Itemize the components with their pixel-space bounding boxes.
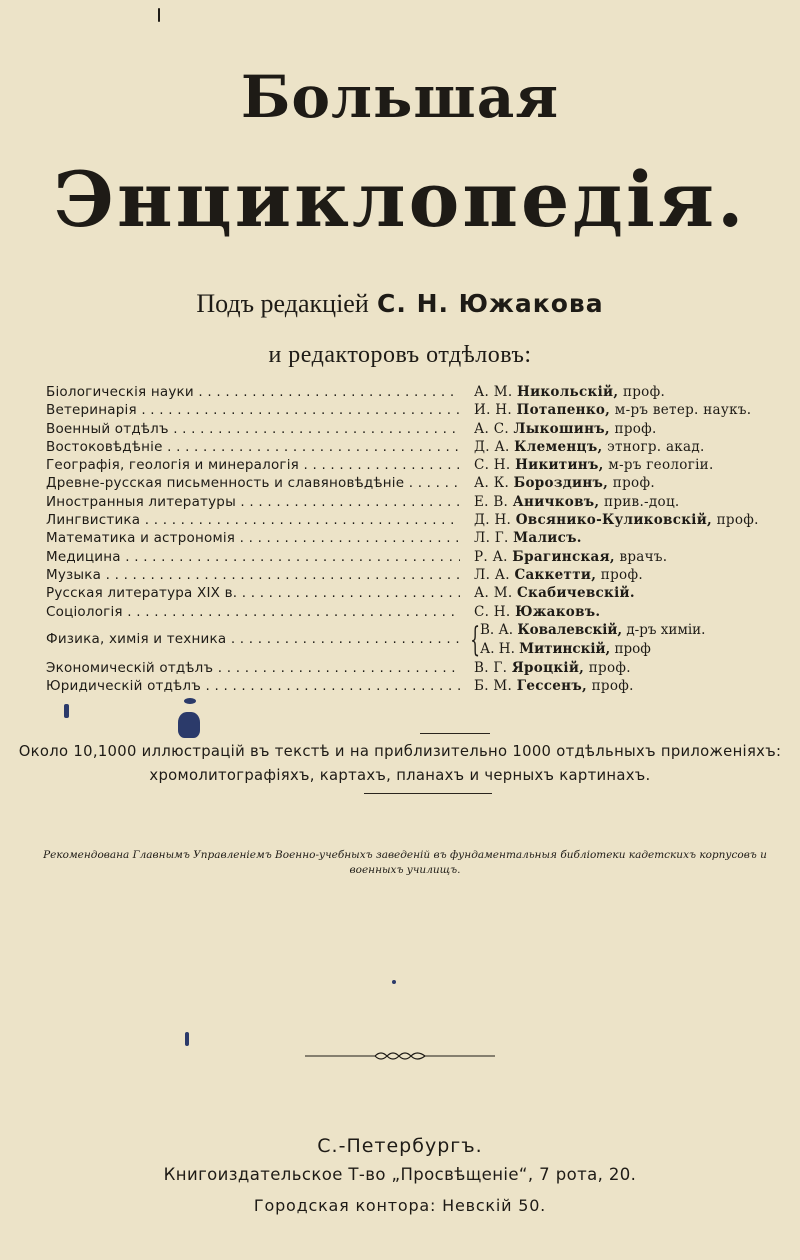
department-editor xyxy=(474,511,759,529)
ornament-icon xyxy=(305,1048,495,1064)
department-row xyxy=(46,383,786,401)
department-editor xyxy=(480,640,705,659)
chief-editor-line xyxy=(0,286,800,322)
editor-title: д-ръ химіи. xyxy=(626,622,706,639)
editor-initials: А. К. xyxy=(474,475,510,492)
department-editor-pair xyxy=(480,621,705,658)
department-section: Юридическій отдѣлъ . . . xyxy=(46,677,460,695)
editor-initials: Р. А. xyxy=(474,548,508,565)
imprint-office: Городская контора: Невскій 50. xyxy=(253,1196,547,1215)
department-row xyxy=(46,511,786,529)
editor-initials: Л. Г. xyxy=(474,530,509,547)
sub-editors-heading: и редакторовъ отдѣловъ: xyxy=(268,342,532,368)
editor-initials: Л. А. xyxy=(474,566,510,583)
ink-mark xyxy=(185,1032,189,1046)
department-row xyxy=(46,603,786,621)
editor-name: Никитинъ, xyxy=(515,457,604,474)
editor-initials: Д. Н. xyxy=(474,512,512,529)
editor-name: Потапенко, xyxy=(516,402,611,419)
department-section: Музыка . . . xyxy=(46,566,460,584)
department-section: Экономическій отдѣлъ . . . xyxy=(46,659,460,677)
department-row xyxy=(46,566,786,584)
department-row xyxy=(46,584,786,602)
editor-title: прив.-доц. xyxy=(604,493,680,510)
ink-mark xyxy=(158,8,160,22)
editor-name: Бороздинъ, xyxy=(513,475,609,492)
editor-name: Митинскій, xyxy=(519,640,611,657)
department-editor xyxy=(474,603,600,621)
departments-list xyxy=(46,383,786,695)
editor-name: Никольскій, xyxy=(517,384,619,400)
department-section: Ветеринарія . . . xyxy=(46,401,460,419)
editor-initials: Б. М. xyxy=(474,678,513,695)
department-editor xyxy=(474,401,751,419)
editor-initials: С. Н. xyxy=(474,457,511,474)
department-section: Русская литература XIX в. . . . xyxy=(46,584,460,602)
department-row xyxy=(46,401,786,419)
editor-initials: С. Н. xyxy=(474,603,511,620)
department-editor xyxy=(474,584,635,602)
imprint-publisher: Книгоиздательское Т-во „Просвѣщеніе“, 7 рота, 20. xyxy=(163,1165,637,1184)
editor-title: проф. xyxy=(600,566,643,583)
ornament-divider xyxy=(0,1048,800,1068)
department-row xyxy=(46,677,786,695)
editor-name: Овсянико-Куликовскій, xyxy=(515,512,713,529)
editor-title: этногр. акад. xyxy=(607,438,705,455)
editor-title: проф. xyxy=(612,475,655,492)
editor-title: врачъ. xyxy=(619,548,668,565)
editor-initials: А. М. xyxy=(474,585,513,602)
department-section: Лингвистика . . . xyxy=(46,511,460,529)
editor-initials: В. А. xyxy=(480,622,514,639)
editor-name: Саккетти, xyxy=(514,566,597,583)
editor-title: проф. xyxy=(622,384,666,400)
recommendation-note: Рекомендована Главнымъ Управленіемъ Военно-учебныхъ заведеній въ фундаментальныя библіотеки кадетскихъ корпусовъ и военныхъ училищъ. xyxy=(43,849,767,876)
rule-top xyxy=(420,733,490,734)
editor-name: Южаковъ. xyxy=(515,603,601,620)
editor-title: проф. xyxy=(591,678,634,695)
illustrations-line-2: хромолитографіяхъ, картахъ, планахъ и черныхъ картинахъ. xyxy=(149,767,651,784)
department-editor xyxy=(480,621,705,640)
department-row xyxy=(46,456,786,474)
department-section: Медицина . . . xyxy=(46,548,460,566)
ink-mark xyxy=(184,698,196,704)
imprint-city: С.-Петербургъ. xyxy=(317,1135,483,1157)
editor-title: м-ръ ветер. наукъ. xyxy=(614,402,752,419)
department-section: Востоковѣдѣніе . . . xyxy=(46,438,460,456)
department-editor xyxy=(474,659,631,677)
editor-title: проф. xyxy=(716,512,759,529)
rule-bottom xyxy=(364,793,492,794)
department-editor xyxy=(474,529,582,547)
editor-name: Лыкошинъ, xyxy=(513,420,610,437)
department-section: Древне-русская письменность и славяновѣдѣніе . . . xyxy=(46,474,460,492)
department-editor xyxy=(474,474,655,492)
department-section: Математика и астрономія . . . xyxy=(46,529,460,547)
department-editor xyxy=(474,566,643,584)
editor-name: Яроцкій, xyxy=(511,659,585,676)
department-row xyxy=(46,493,786,511)
department-row xyxy=(46,438,786,456)
editor-initials: В. Г. xyxy=(474,659,508,676)
editor-initials: А. Н. xyxy=(480,640,515,657)
department-section: Физика, химія и техника . . . xyxy=(46,631,460,649)
editor-name: Клеменцъ, xyxy=(514,438,603,455)
department-editor xyxy=(474,548,667,566)
brace-icon: { xyxy=(470,619,480,660)
department-row xyxy=(46,529,786,547)
ink-mark xyxy=(64,704,69,718)
department-section: Географія, геологія и минералогія . . . xyxy=(46,456,460,474)
title-line-1: Большая xyxy=(240,63,560,131)
editor-name: Ковалевскій, xyxy=(517,622,623,639)
illustrations-line-1: Около 10,1000 иллюстрацій въ текстѣ и на приблизительно 1000 отдѣльныхъ приложеніяхъ: xyxy=(18,743,782,760)
department-editor xyxy=(474,420,657,438)
ink-mark xyxy=(392,980,396,984)
department-section: Иностранныя литературы . . . xyxy=(46,493,460,511)
department-section: Біологическія науки . . . xyxy=(46,383,460,401)
department-section: Военный отдѣлъ . . . xyxy=(46,420,460,438)
department-row xyxy=(46,420,786,438)
department-editor xyxy=(474,383,665,401)
department-section: Соціологія . . . xyxy=(46,603,460,621)
department-row-physics xyxy=(46,621,786,659)
editor-name: Гессенъ, xyxy=(516,678,587,695)
editor-initials: Е. В. xyxy=(474,493,509,510)
department-editor xyxy=(474,438,705,456)
ink-stamp-mark xyxy=(178,712,200,738)
editor-title: м-ръ геологіи. xyxy=(608,457,714,474)
chief-editor-name: С. Н. Южакова xyxy=(377,289,604,318)
editor-initials: И. Н. xyxy=(474,402,512,419)
department-row xyxy=(46,659,786,677)
editor-name: Малисъ. xyxy=(513,530,582,547)
editor-title: проф. xyxy=(614,420,657,437)
title-line-2: Энциклопедія. xyxy=(53,155,747,244)
editor-name: Аничковъ, xyxy=(512,493,600,510)
department-row xyxy=(46,474,786,492)
editor-title: проф. xyxy=(588,659,631,676)
department-row xyxy=(46,548,786,566)
editor-name: Скабичевскій. xyxy=(517,585,635,602)
department-editor xyxy=(474,677,634,695)
editor-initials: А. С. xyxy=(474,420,509,437)
editor-initials: А. М. xyxy=(474,384,513,400)
editor-title: проф xyxy=(614,640,651,657)
editor-initials: Д. А. xyxy=(474,438,510,455)
department-editor xyxy=(474,493,680,511)
chief-editor-prefix: Подъ редакціей xyxy=(196,289,369,318)
editor-name: Брагинская, xyxy=(512,548,615,565)
illustrations-note xyxy=(0,740,800,788)
department-editor xyxy=(474,456,714,474)
